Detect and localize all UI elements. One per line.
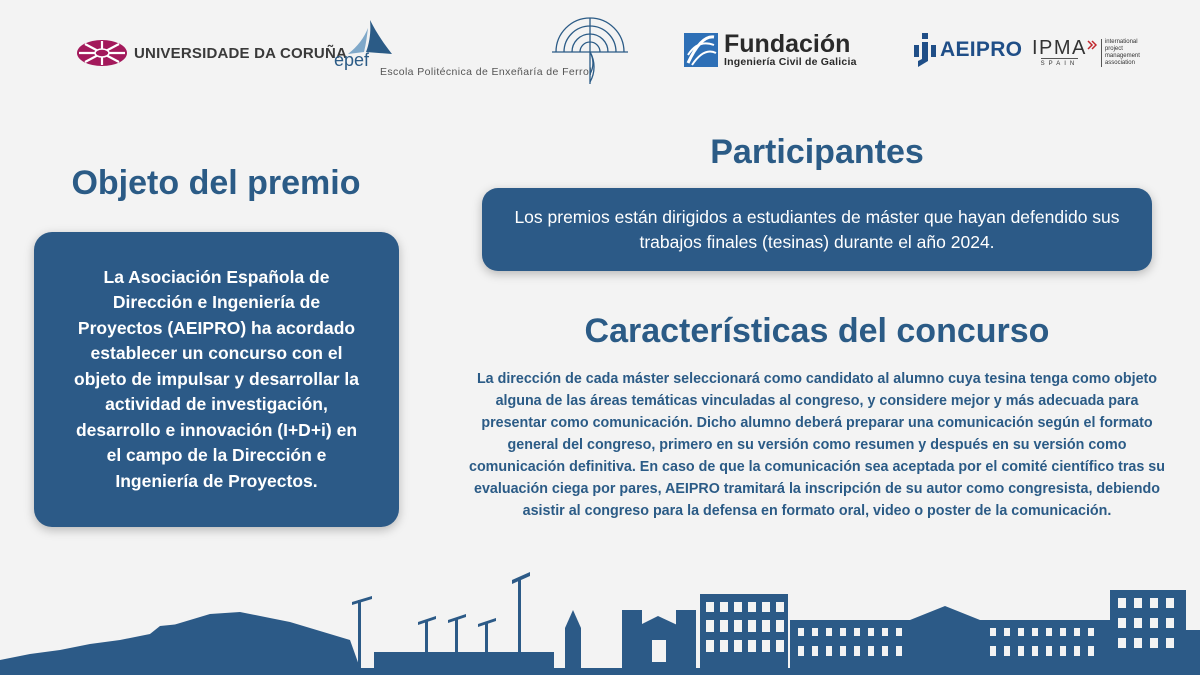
caracteristicas-heading: Características del concurso — [584, 312, 1050, 350]
aeipro-name: AEIPRO — [940, 38, 1023, 61]
aeipro-mark-icon — [914, 33, 936, 67]
logo-bar — [0, 0, 1200, 100]
udc-name: UNIVERSIDADE DA CORUÑA — [134, 44, 348, 62]
target-icon — [550, 16, 630, 86]
ipma-name: IPMA — [1032, 37, 1087, 59]
city-skyline — [0, 570, 1200, 675]
objeto-heading: Objeto del premio — [71, 164, 361, 202]
fundacion-subtitle: Ingeniería Civil de Galicia — [724, 56, 857, 68]
participantes-text: Los premios están dirigidos a estudiantes de máster que hayan defendido sus trabajos finales (tesinas) durante el año 2024. — [514, 206, 1120, 252]
aeipro-logo — [914, 33, 1022, 67]
ipma-country: SPAIN — [1041, 58, 1079, 67]
fundacion-logo — [684, 32, 857, 68]
udc-logo — [76, 38, 347, 68]
fundacion-emblem-icon — [684, 33, 718, 67]
ipma-chevron-icon — [1087, 40, 1097, 50]
ipma-description: international project management association — [1101, 39, 1151, 67]
participantes-box — [482, 188, 1152, 271]
epef-acronym: epef — [334, 50, 370, 70]
objeto-text: La Asociación Española de Dirección e Ingeniería de Proyectos (AEIPRO) ha acordado establecer un concurso con el objeto de impulsar y desarrollar la actividad de investigación, desarrollo e innovación (I+D+i) en el campo de la Dirección e Ingeniería de Proyectos. — [74, 266, 359, 491]
epef-logo — [332, 18, 592, 82]
epef-fullname: Escola Politécnica de Enxeñaría de Ferrol — [380, 66, 592, 78]
ipma-logo — [1032, 38, 1151, 67]
udc-emblem-icon — [76, 38, 128, 68]
objeto-box — [34, 232, 399, 527]
fundacion-title: Fundación — [724, 30, 851, 58]
caracteristicas-text: La dirección de cada máster seleccionará como candidato al alumno cuya tesina tenga como objeto alguna de las áreas temáticas vinculadas al congreso, y considere mejor y más adecuada para presentar como comunicación. Dicho alumno deberá preparar una comunicación según el formato general del congreso, primero en su versión como resumen y después en su versión como comunicación definitiva. En caso de que la comunicación sea aceptada por el comité científico tras su evaluación ciega por pares, AEIPRO tramitará la inscripción de su autor como congresista, debiendo asistir al congreso para la defensa en formato oral, video o poster de la comunicación. — [469, 371, 1165, 519]
participantes-heading: Participantes — [710, 133, 924, 171]
target-logo — [550, 16, 630, 86]
